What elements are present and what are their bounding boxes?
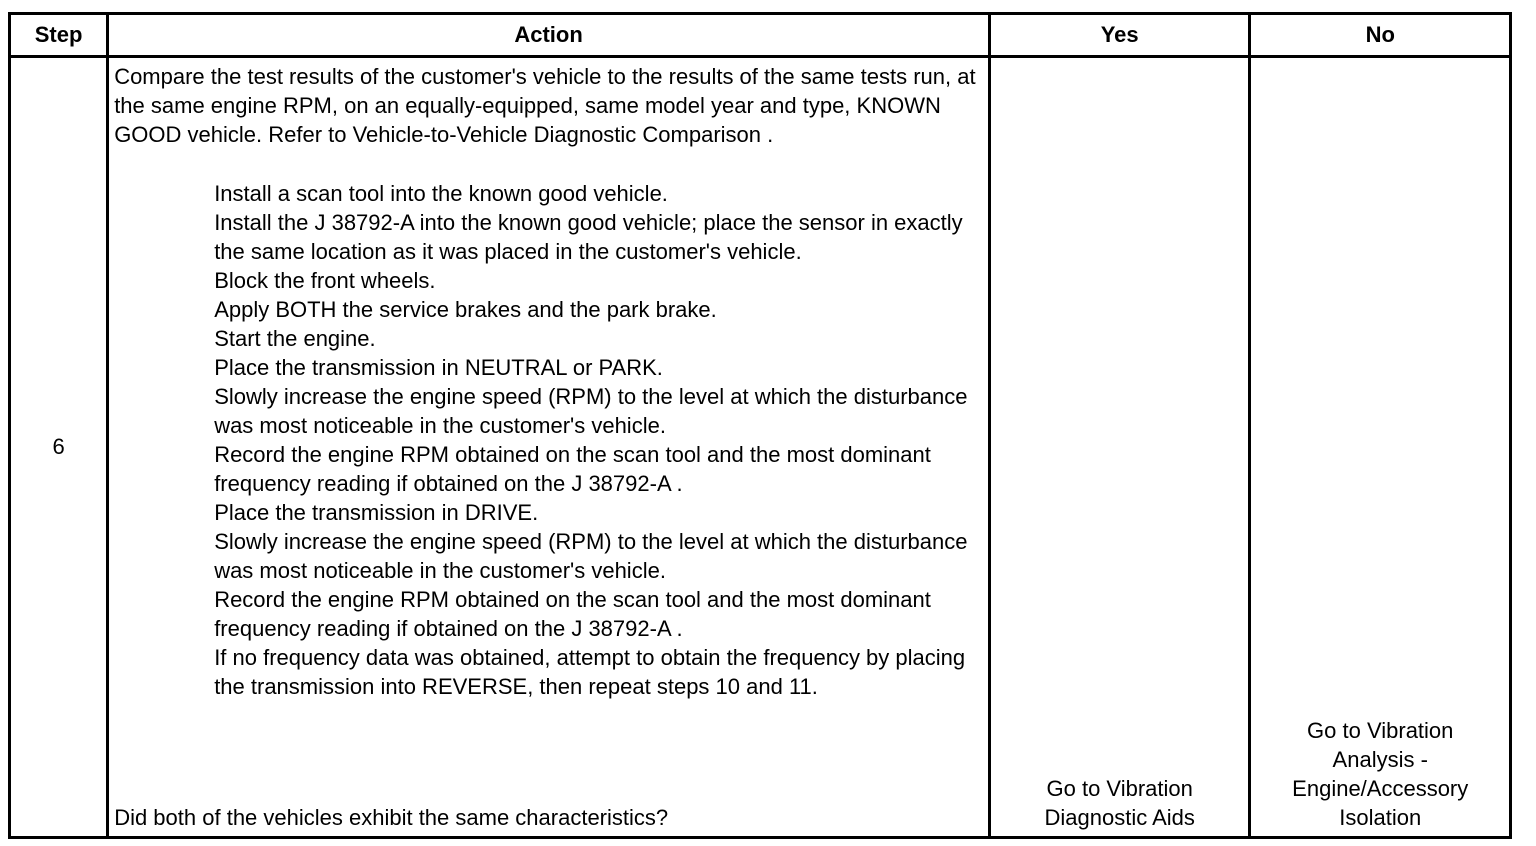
substep-item: Install a scan tool into the known good vehicle.: [214, 181, 668, 206]
yes-result: Go to Vibration Diagnostic Aids: [1044, 776, 1195, 830]
action-intro: Compare the test results of the customer's vehicle to the results of the same tests run, at the same engine RPM, on an equally-equipped, same model year and type, KNOWN GOOD vehicle. Refer to Vehicle-to-Vehicle Diagnostic Comparison .: [114, 64, 976, 147]
header-no: No: [1250, 14, 1511, 57]
substep-list: [114, 179, 984, 701]
action-cell: [108, 57, 990, 838]
diagnostic-table: [8, 12, 1512, 839]
yes-cell: [989, 57, 1250, 838]
substep-item: Start the engine.: [214, 326, 376, 351]
header-yes: Yes: [989, 14, 1250, 57]
substep-item: Apply BOTH the service brakes and the park brake.: [214, 297, 717, 322]
table-row: [10, 57, 1511, 838]
substep-item: Install the J 38792-A into the known good vehicle; place the sensor in exactly the same location as it was placed in the customer's vehicle.: [214, 210, 963, 264]
substep-item: Slowly increase the engine speed (RPM) to the level at which the disturbance was most noticeable in the customer's vehicle.: [214, 384, 968, 438]
substep-item: Place the transmission in NEUTRAL or PARK.: [214, 355, 663, 380]
substep-item: Record the engine RPM obtained on the scan tool and the most dominant frequency reading if obtained on the J 38792-A .: [214, 442, 931, 496]
header-action: Action: [108, 14, 990, 57]
step-number: 6: [10, 57, 108, 838]
no-cell: [1250, 57, 1511, 838]
substep-item: Record the engine RPM obtained on the scan tool and the most dominant frequency reading if obtained on the J 38792-A .: [214, 587, 931, 641]
header-step: Step: [10, 14, 108, 57]
no-result: Go to Vibration Analysis - Engine/Accessory Isolation: [1292, 718, 1469, 830]
substep-item: If no frequency data was obtained, attempt to obtain the frequency by placing the transmission into REVERSE, then repeat steps 10 and 11.: [214, 645, 966, 699]
substep-item: Slowly increase the engine speed (RPM) to the level at which the disturbance was most noticeable in the customer's vehicle.: [214, 529, 968, 583]
substep-item: Place the transmission in DRIVE.: [214, 500, 539, 525]
substep-item: Block the front wheels.: [214, 268, 436, 293]
header-row: [10, 14, 1511, 57]
action-question: Did both of the vehicles exhibit the same characteristics?: [114, 805, 669, 830]
